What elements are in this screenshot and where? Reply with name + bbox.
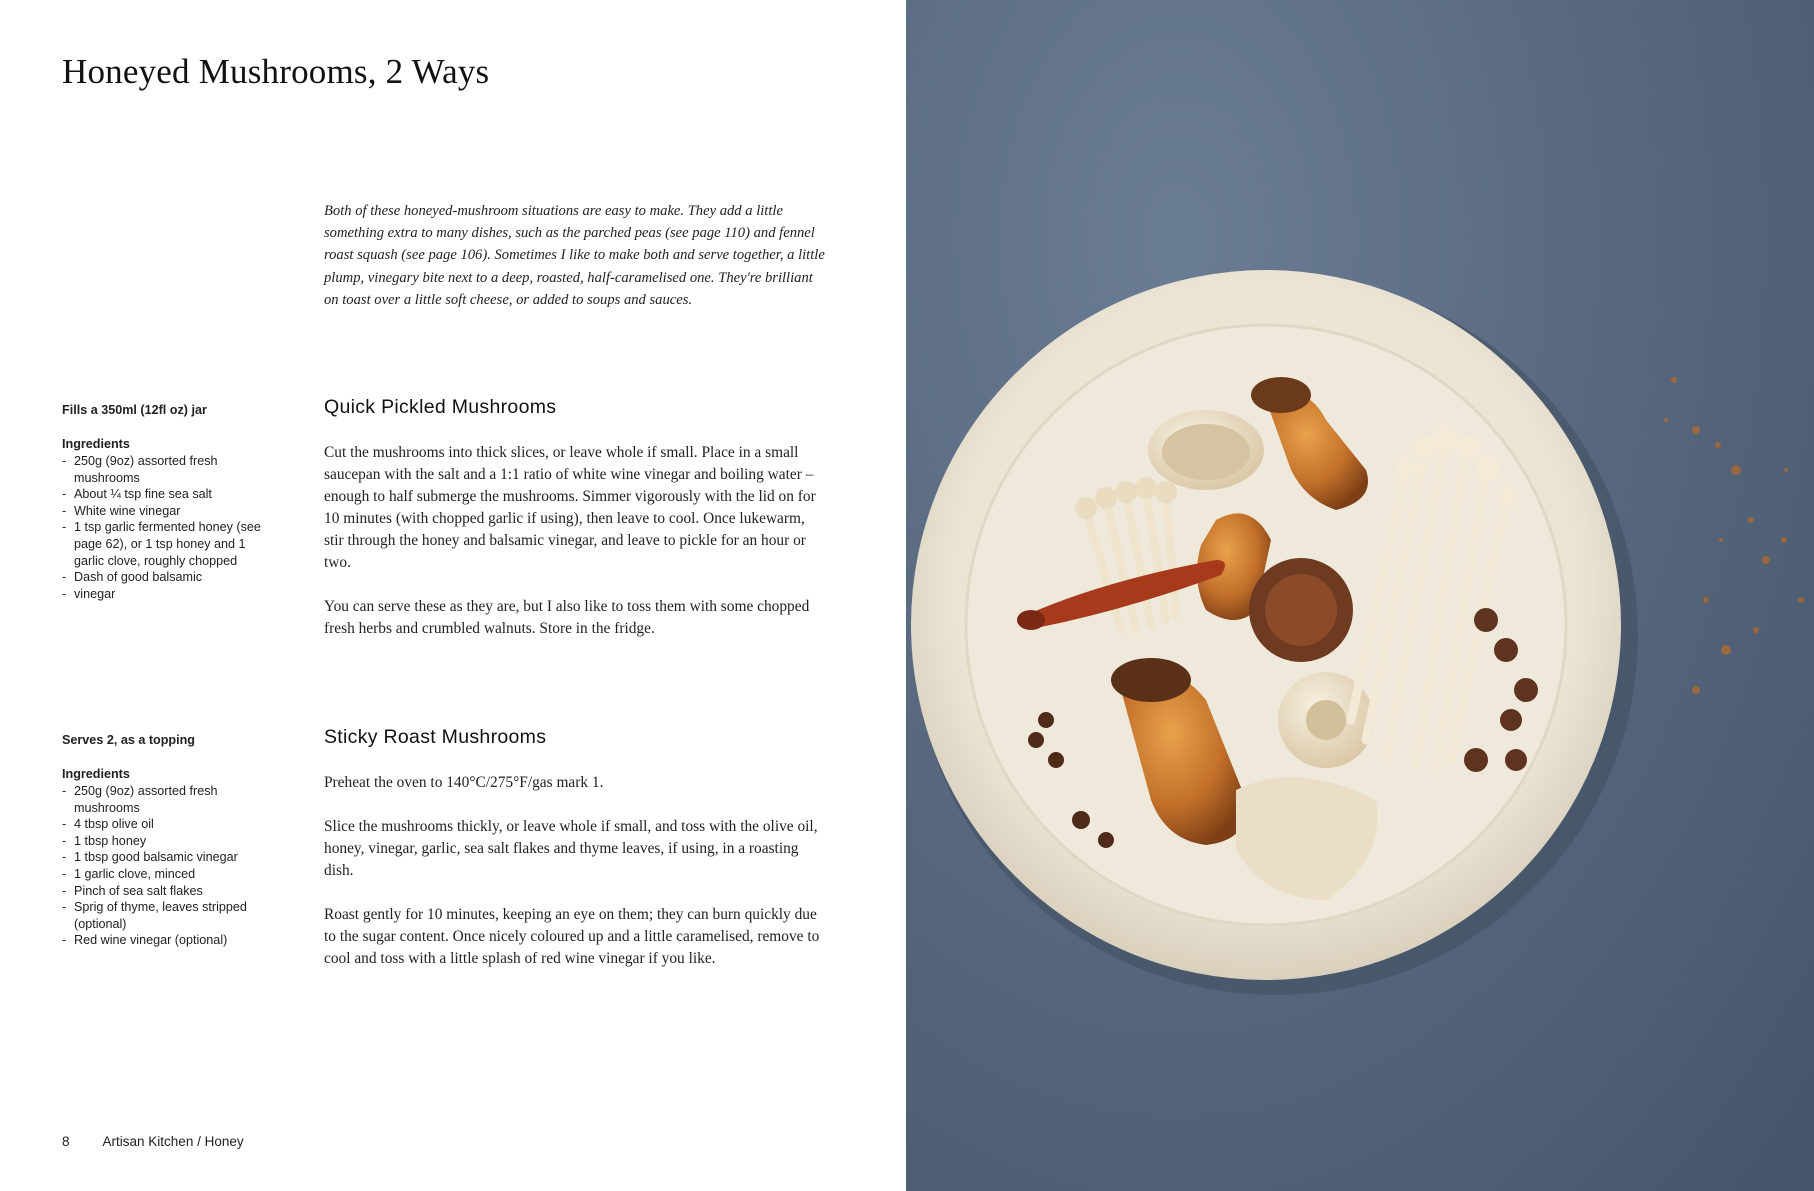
recipe-2-yield: Serves 2, as a topping	[62, 733, 195, 747]
ingredient-item: - 1 garlic clove, minced	[62, 866, 267, 883]
ingredient-item: - Dash of good balsamic	[62, 569, 267, 586]
ingredient-item: - 1 tsp garlic fermented honey (see page 62), or 1 tsp honey and 1 garlic clove, roughly chopped	[62, 519, 267, 569]
recipe-1-ingredients-list	[62, 453, 267, 602]
recipe-2-ingredients-panel	[62, 733, 267, 949]
page-title: Honeyed Mushrooms, 2 Ways	[62, 52, 490, 91]
method-paragraph: Roast gently for 10 minutes, keeping an eye on them; they can burn quickly due to the sugar content. Once nicely coloured up and a little caramelised, remove to cool and toss with a little splash of red wine vinegar if you like.	[324, 906, 820, 967]
intro-paragraph: Both of these honeyed-mushroom situations are easy to make. They add a little something extra to many dishes, such as the parched peas (see page 110) and fennel roast squash (see page 106). Sometimes I like to make both and serve together, a little plump, vinegary bite next to a deep, roasted, half-caramelised one. They're brilliant on toast over a little soft cheese, or added to soups and sauces.	[324, 203, 825, 308]
ingredient-item: - White wine vinegar	[62, 503, 267, 520]
method-paragraph: Preheat the oven to 140°C/275°F/gas mark 1.	[324, 774, 604, 791]
recipe-1-yield: Fills a 350ml (12fl oz) jar	[62, 403, 207, 417]
method-paragraph: You can serve these as they are, but I also like to toss them with some chopped fresh herbs and crumbled walnuts. Store in the fridge.	[324, 598, 810, 637]
ingredient-item: - Sprig of thyme, leaves stripped (optional)	[62, 899, 267, 932]
ingredient-item: - vinegar	[62, 586, 267, 603]
recipe-2-heading: Sticky Roast Mushrooms	[324, 726, 547, 748]
recipe-2-ingredients-list	[62, 783, 267, 949]
recipe-2-method	[324, 772, 824, 992]
ingredient-item: - 1 tbsp honey	[62, 833, 267, 850]
left-page	[0, 0, 906, 1191]
recipe-2-ingredients-heading: Ingredients	[62, 767, 130, 781]
recipe-1-heading: Quick Pickled Mushrooms	[324, 396, 557, 418]
rust-speckles	[1664, 377, 1804, 694]
ingredient-item: - Pinch of sea salt flakes	[62, 883, 267, 900]
ingredient-item: - Red wine vinegar (optional)	[62, 932, 267, 949]
method-paragraph: Slice the mushrooms thickly, or leave whole if small, and toss with the olive oil, honey, vinegar, garlic, sea salt flakes and thyme leaves, if using, in a roasting dish.	[324, 818, 818, 879]
photo-page	[906, 0, 1814, 1191]
ingredient-item: - 250g (9oz) assorted fresh mushrooms	[62, 453, 267, 486]
recipe-1-ingredients-panel	[62, 403, 267, 602]
method-paragraph: Cut the mushrooms into thick slices, or leave whole if small. Place in a small saucepan with the salt and a 1:1 ratio of white wine vinegar and boiling water – enough to half submerge the mushrooms. Simmer vigorously with the lid on for 10 minutes (with chopped garlic if using), then leave to cool. Once lukewarm, stir through the honey and balsamic vinegar, and leave to pickle for an hour or two.	[324, 444, 816, 571]
ingredient-item: - 250g (9oz) assorted fresh mushrooms	[62, 783, 267, 816]
ingredient-item: - About ¼ tsp fine sea salt	[62, 486, 267, 503]
recipe-1-ingredients-heading: Ingredients	[62, 437, 130, 451]
recipe-1-method	[324, 442, 824, 662]
running-head: Artisan Kitchen / Honey	[102, 1134, 244, 1149]
mushroom-plate-photo	[906, 0, 1814, 1191]
ingredient-item: - 4 tbsp olive oil	[62, 816, 267, 833]
page-number: 8	[62, 1134, 70, 1149]
page-footer	[62, 1134, 244, 1149]
ingredient-item: - 1 tbsp good balsamic vinegar	[62, 849, 267, 866]
